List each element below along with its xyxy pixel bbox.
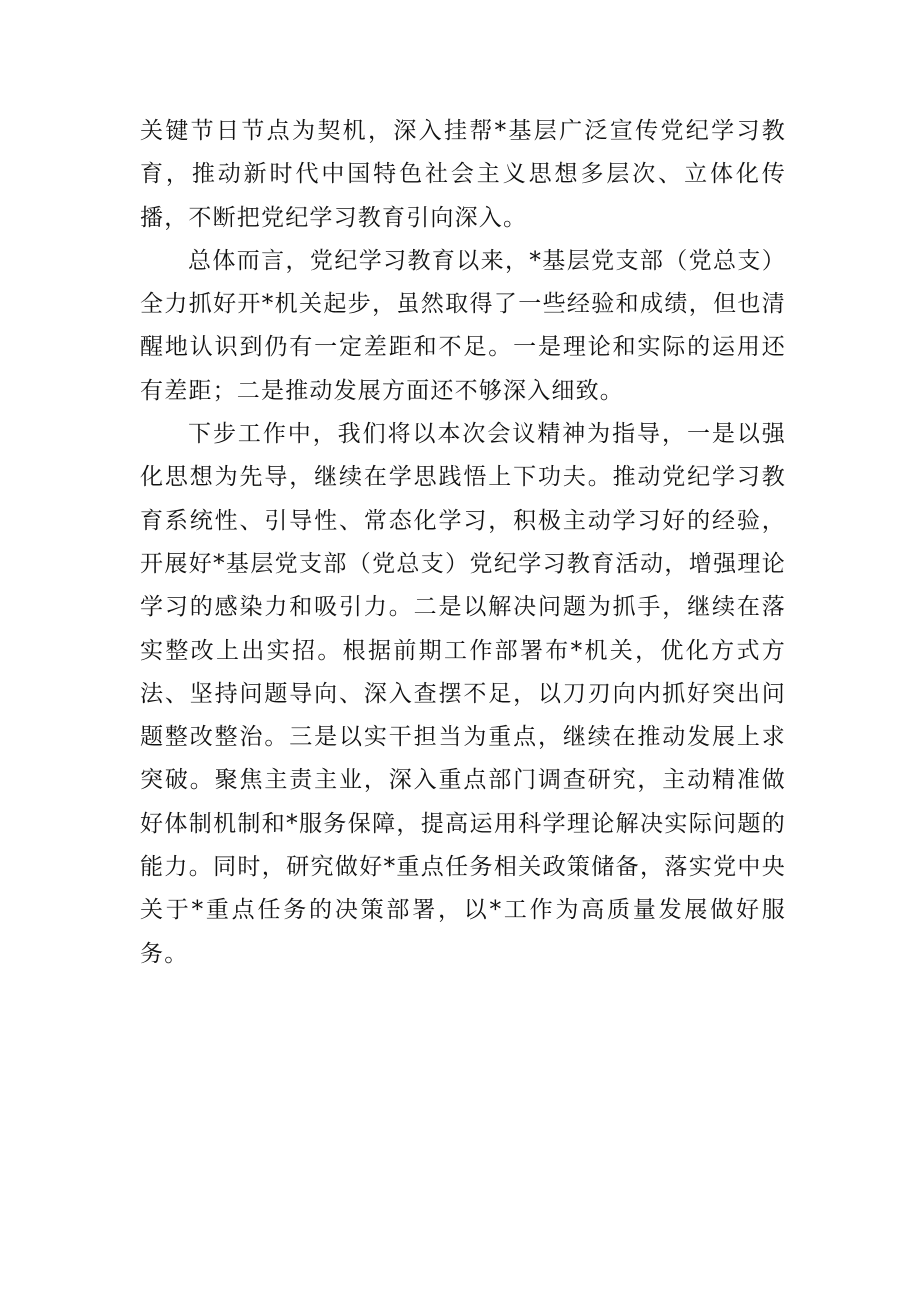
document-body bbox=[140, 110, 786, 976]
paragraph-continuation: 关键节日节点为契机，深入挂帮*基层广泛宣传党纪学习教育，推动新时代中国特色社会主义思想多层次、立体化传播，不断把党纪学习教育引向深入。 bbox=[140, 118, 786, 231]
paragraph-summary: 总体而言，党纪学习教育以来，*基层党支部（党总支）全力抓好开*机关起步，虽然取得了一些经验和成绩，但也清醒地认识到仍有一定差距和不足。一是理论和实际的运用还有差距；二是推动发展方面还不够深入细致。 bbox=[140, 247, 786, 404]
paragraph-next-steps: 下步工作中，我们将以本次会议精神为指导，一是以强化思想为先导，继续在学思践悟上下功夫。推动党纪学习教育系统性、引导性、常态化学习，积极主动学习好的经验，开展好*基层党支部（党总支）党纪学习教育活动，增强理论学习的感染力和吸引力。二是以解决问题为抓手，继续在落实整改上出实招。根据前期工作部署布*机关，优化方式方法、坚持问题导向、深入查摆不足，以刀刃向内抓好突出问题整改整治。三是以实干担当为重点，继续在推动发展上求突破。聚焦主责主业，深入重点部门调查研究，主动精准做好体制机制和*服务保障，提高运用科学理论解决实际问题的能力。同时，研究做好*重点任务相关政策储备，落实党中央关于*重点任务的决策部署，以*工作为高质量发展做好服务。 bbox=[140, 421, 786, 967]
